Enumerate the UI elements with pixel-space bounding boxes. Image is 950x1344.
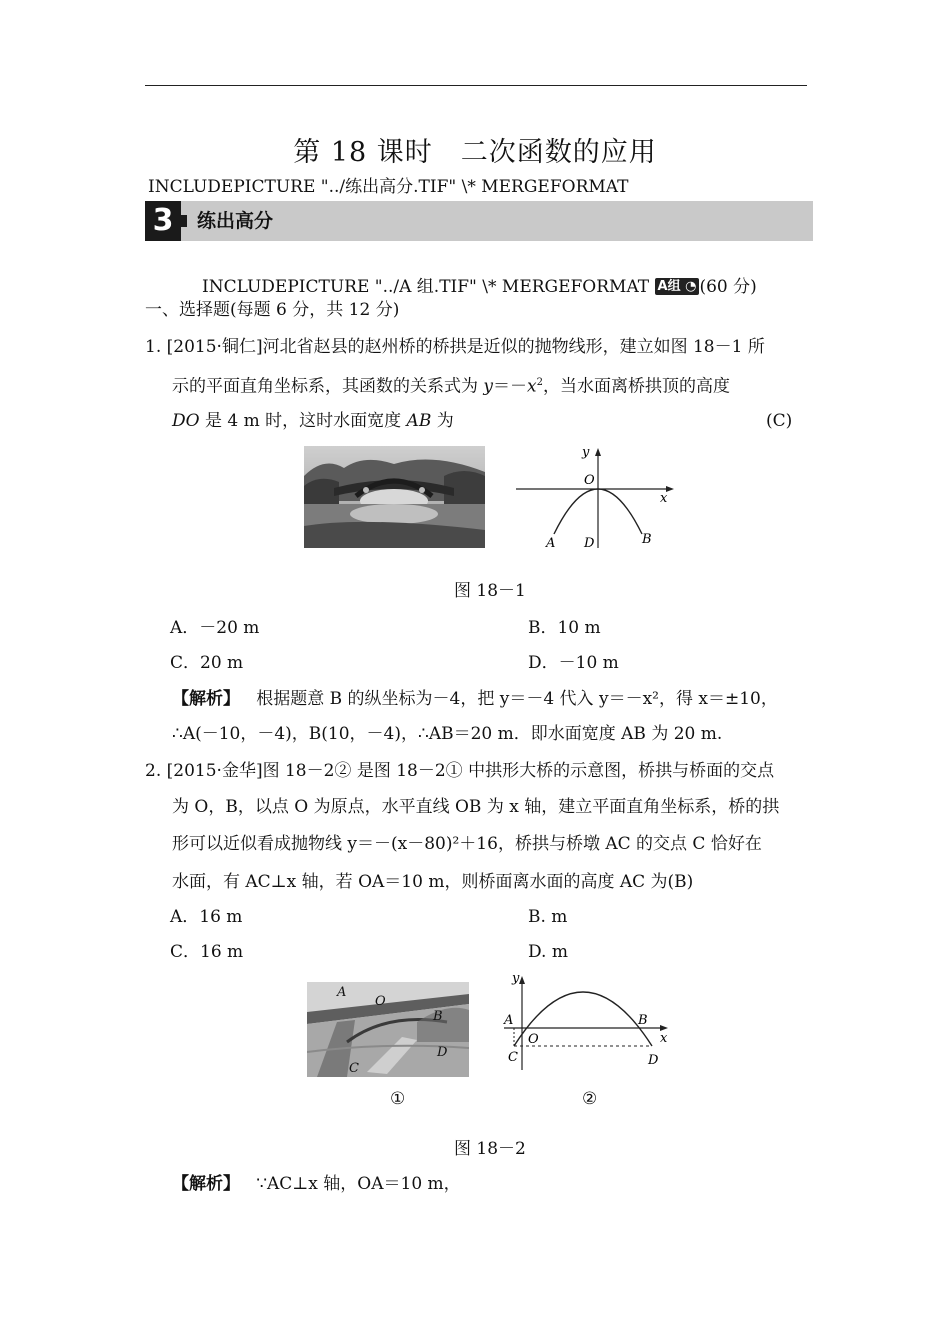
photo-label-B: B [433,1009,443,1024]
page-title: 第 18 课时 二次函数的应用 [293,137,657,168]
group-points: (60 分) [699,277,757,297]
label-y: y [582,445,590,460]
label-D: D [648,1053,659,1068]
q1-line1 [145,336,765,358]
photo-label-D: D [437,1045,448,1060]
label-O: O [528,1032,539,1047]
part1-heading: 一、选择题(每题 6 分，共 12 分) [145,300,400,320]
section-title: 练出高分 [197,210,274,232]
q2-text-3: 形可以近似看成抛物线 y＝－(x－80)²＋16，桥拱与桥墩 AC 的交点 C 恰好在 [172,834,762,854]
q1-text-2e: ，当水面离桥拱顶的高度 [542,376,730,397]
photo-label-C: C [349,1061,359,1076]
q1-text-2c: ＝－ [493,376,528,397]
section-number: 3 [145,201,181,241]
label-D: D [584,536,595,551]
q1-text-3d: 为 [431,411,454,431]
header-rule [145,85,807,86]
q1-number: 1. [145,337,162,357]
q1-var-x: x [527,376,537,397]
q1-var-DO: DO [172,411,200,431]
group-badge-label: A组 [657,279,681,294]
q1-analysis-text-1: 根据题意 B 的纵坐标为－4，把 y＝－4 代入 y＝－x²，得 x＝±10， [256,689,778,709]
q2-figure-caption: 图 18－2 [454,1139,526,1159]
group-badge: A组 ◔ [655,278,700,295]
label-C: C [508,1050,518,1065]
q2-analysis-text-1: ∵AC⊥x 轴，OA＝10 m， [256,1174,461,1194]
q1-analysis-text-2: ∴A(－10，－4)，B(10，－4)，∴AB＝20 m．即水面宽度 AB 为 20 m. [172,724,723,744]
y-axis-arrow [595,448,601,456]
q2-number: 2. [145,761,162,781]
group-line [202,276,757,298]
q2-option-a[interactable]: A．16 m [170,907,243,927]
q1-parabola-graph [510,440,680,552]
q1-figure-caption: 图 18－1 [454,581,526,601]
q1-exp: 2 [536,377,543,388]
q2-analysis-label: 【解析】 [172,1174,240,1194]
q1-analysis-label: 【解析】 [172,689,240,709]
q1-analysis-line1 [172,688,778,710]
label-x: x [660,491,668,506]
label-x: x [660,1031,668,1046]
include-picture-field-1: INCLUDEPICTURE "../练出高分.TIF" \* MERGEFORMAT [148,177,629,197]
q2-analysis-line1 [172,1173,461,1195]
q1-text-3b: 是 4 m 时，这时水面宽度 [199,411,407,431]
q1-text-2a: 示的平面直角坐标系，其函数的关系式为 [172,376,484,397]
q1-line3 [172,410,454,432]
zhaozhou-bridge-photo [304,446,485,548]
label-A: A [504,1013,514,1028]
q2-line1 [145,760,774,782]
include-picture-field-2: INCLUDEPICTURE "../A 组.TIF" \* MERGEFORMAT [202,277,650,297]
label-A: A [546,536,556,551]
q2-parabola-graph [498,966,678,1076]
section-banner [145,201,813,241]
label-B: B [642,532,652,547]
q1-option-c[interactable]: C．20 m [170,653,244,673]
figure-sub-label-2: ② [582,1089,598,1109]
q2-text-1: [2015·金华]图 18－2② 是图 18－2① 中拱形大桥的示意图，桥拱与桥面的交点 [166,761,775,781]
q1-var-AB: AB [406,411,432,431]
q2-text-4: 水面，有 AC⊥x 轴，若 OA＝10 m，则桥面离水面的高度 AC 为(B) [172,872,694,892]
q1-text-1: [2015·铜仁]河北省赵县的赵州桥的桥拱是近似的抛物线形，建立如图 18－1 所 [166,337,765,357]
q2-text-2: 为 O，B，以点 O 为原点，水平直线 OB 为 x 轴，建立平面直角坐标系，桥的拱 [172,797,780,817]
q1-answer: (C) [766,411,793,431]
q1-option-d[interactable]: D．－10 m [528,653,619,673]
q1-var-y: y [483,376,494,397]
y-axis-arrow [519,976,525,984]
label-B: B [638,1013,648,1028]
q2-option-b[interactable]: B. m [528,907,568,927]
photo-label-A: A [337,985,347,1000]
figure-sub-label-1: ① [390,1089,406,1109]
q2-option-c[interactable]: C．16 m [170,942,244,962]
photo-label-O: O [375,994,386,1009]
section-number-tab [181,215,187,227]
q1-line2 [172,372,730,398]
q1-option-b[interactable]: B．10 m [528,618,601,638]
label-y: y [512,971,520,986]
q1-option-a[interactable]: A．－20 m [170,618,260,638]
label-O: O [584,473,595,488]
q2-option-d[interactable]: D. m [528,942,568,962]
arch-bridge-photo [307,982,469,1077]
